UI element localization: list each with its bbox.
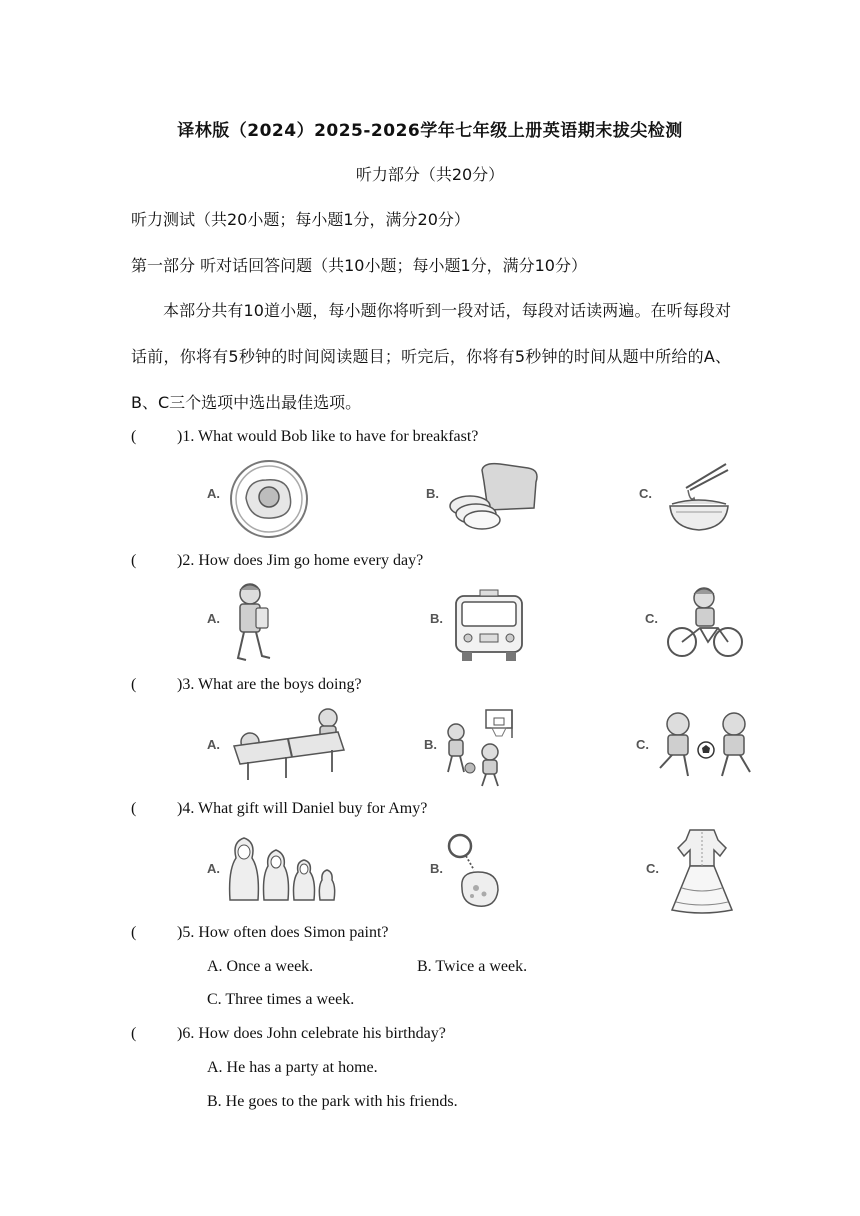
answer-blank[interactable]: ( — [131, 552, 137, 569]
option-label: A. — [207, 737, 220, 752]
bicycle-icon[interactable] — [666, 584, 744, 660]
bread-icon[interactable] — [444, 462, 540, 532]
dress-icon[interactable] — [668, 826, 736, 916]
keychain-icon[interactable] — [446, 832, 506, 910]
option-label: B. — [430, 861, 443, 876]
part-heading: 第一部分 听对话回答问题（共10小题；每小题1分，满分10分） — [131, 256, 587, 275]
bus-icon[interactable] — [452, 588, 526, 664]
section-subtitle: 听力部分（共20分） — [355, 165, 505, 184]
question-3 — [131, 676, 362, 694]
fried-egg-icon[interactable] — [228, 458, 310, 540]
option-a[interactable]: A. Once a week. — [207, 958, 314, 975]
soccer-icon[interactable] — [654, 710, 758, 784]
option-label: B. — [426, 486, 439, 501]
question-text: )6. How does John celebrate his birthday? — [177, 1025, 446, 1042]
option-label: C. — [639, 486, 652, 501]
ping-pong-icon[interactable] — [228, 706, 352, 784]
answer-blank[interactable]: ( — [131, 924, 137, 941]
option-label: C. — [646, 861, 659, 876]
option-label: C. — [636, 737, 649, 752]
question-text: )3. What are the boys doing? — [177, 676, 362, 693]
question-1 — [131, 428, 478, 446]
nesting-dolls-icon[interactable] — [226, 834, 340, 904]
question-text: )4. What gift will Daniel buy for Amy? — [177, 800, 428, 817]
question-text: )2. How does Jim go home every day? — [177, 552, 424, 569]
option-label: B. — [424, 737, 437, 752]
question-text: )1. What would Bob like to have for breakfast? — [177, 428, 479, 445]
option-label: A. — [207, 486, 220, 501]
question-4 — [131, 800, 427, 818]
answer-blank[interactable]: ( — [131, 1025, 137, 1042]
page-title: 译林版（2024）2025-2026学年七年级上册英语期末拔尖检测 — [177, 121, 683, 141]
answer-blank[interactable]: ( — [131, 800, 137, 817]
question-text: )5. How often does Simon paint? — [177, 924, 389, 941]
instructions-paragraph: 本部分共有10道小题，每小题你将听到一段对话，每段对话读两遍。在听每段对话前，你将有5秒钟的时间阅读题目；听完后，你将有5秒钟的时间从题中所给的A、B、C三个选项中选出最佳选项。 — [131, 301, 731, 412]
option-b[interactable]: B. Twice a week. — [417, 958, 528, 975]
walking-boy-icon[interactable] — [228, 580, 276, 666]
option-c[interactable]: C. Three times a week. — [207, 991, 355, 1008]
answer-blank[interactable]: ( — [131, 428, 137, 445]
section-heading: 听力测试（共20小题；每小题1分，满分20分） — [131, 210, 470, 229]
option-a[interactable]: A. He has a party at home. — [207, 1059, 378, 1076]
option-label: A. — [207, 861, 220, 876]
noodles-icon[interactable] — [664, 462, 734, 534]
question-5 — [131, 924, 389, 942]
question-2 — [131, 552, 423, 570]
question-6 — [131, 1025, 446, 1043]
basketball-icon[interactable] — [440, 708, 520, 788]
option-label: B. — [430, 611, 443, 626]
option-label: C. — [645, 611, 658, 626]
option-label: A. — [207, 611, 220, 626]
answer-blank[interactable]: ( — [131, 676, 137, 693]
option-b[interactable]: B. He goes to the park with his friends. — [207, 1093, 458, 1110]
